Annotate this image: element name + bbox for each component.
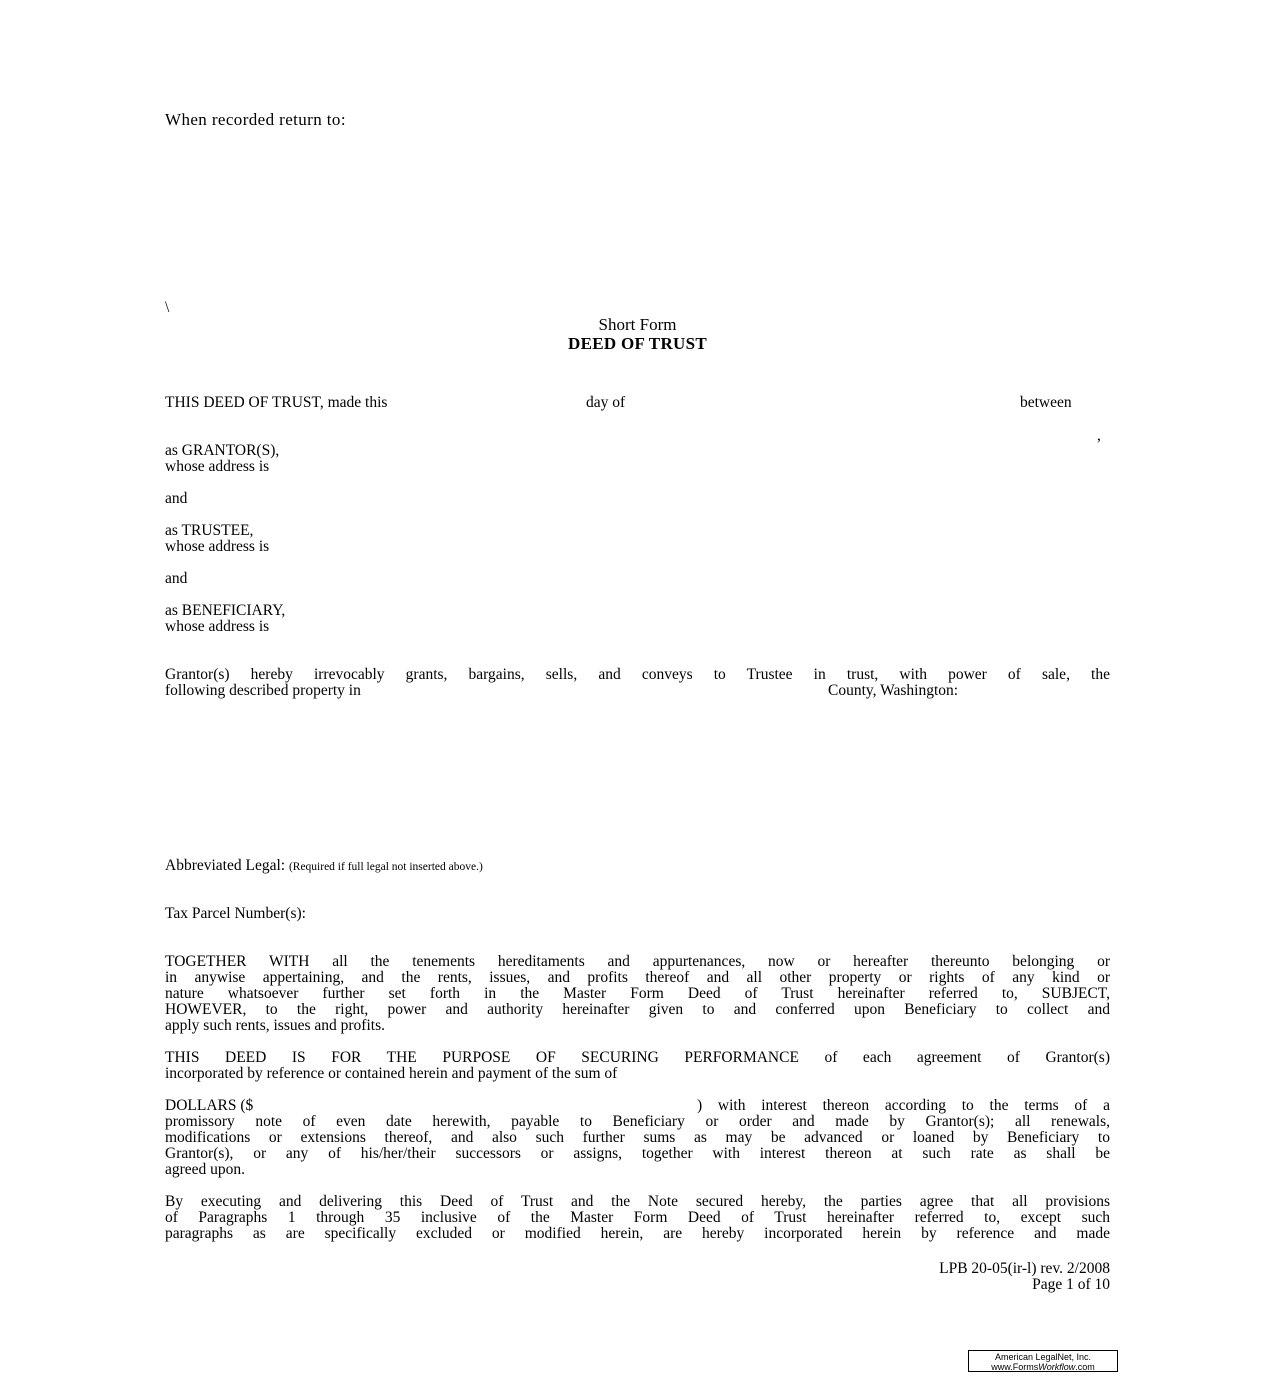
dollars-line-2: modifications or extensions thereof, and also such further sums as may be advanced or loaned by Beneficiary to <box>165 1129 1110 1146</box>
title-short-form: Short Form <box>598 315 677 334</box>
executing-line-1: By executing and delivering this Deed of Trust and the Note secured hereby, the parties agree that all provisions <box>165 1193 1110 1210</box>
grantor-address-label: whose address is <box>165 458 270 475</box>
purpose-line-1: THIS DEED IS FOR THE PURPOSE OF SECURING PERFORMANCE of each agreement of Grantor(s) <box>165 1049 1110 1066</box>
badge-line-2 <box>969 1362 1117 1372</box>
dollars-line-4: agreed upon. <box>165 1161 246 1178</box>
abbreviated-legal-label: Abbreviated Legal: <box>165 857 286 874</box>
trustee-address-label: whose address is <box>165 538 270 555</box>
and-text-2: and <box>165 570 188 587</box>
abbreviated-legal <box>165 857 483 875</box>
together-line-2: in anywise appertaining, and the rents, issues, and profits thereof and all other property or rights of any kind or <box>165 969 1110 986</box>
form-number: LPB 20-05(ir-l) rev. 2/2008 <box>939 1260 1110 1277</box>
beneficiary-label: as BENEFICIARY, <box>165 602 286 619</box>
badge-www: www.Forms <box>991 1362 1039 1372</box>
beneficiary-address-label: whose address is <box>165 618 270 635</box>
between-text: between <box>1020 394 1072 411</box>
together-line-3: nature whatsoever further set forth in the Master Form Deed of Trust hereinafter referred to, SUBJECT, <box>165 985 1110 1002</box>
conveyance-line-1: Grantor(s) hereby irrevocably grants, bargains, sells, and conveys to Trustee in trust, with power of sale, the <box>165 666 1110 683</box>
comma-mark: , <box>1097 427 1101 444</box>
grantor-label: as GRANTOR(S), <box>165 442 280 459</box>
conveyance-line-2-end: County, Washington: <box>828 682 959 699</box>
title-deed-of-trust: DEED OF TRUST <box>568 334 707 353</box>
badge-line-1: American LegalNet, Inc. <box>994 1352 1092 1362</box>
american-legalnet-badge <box>968 1350 1118 1372</box>
return-to-label: When recorded return to: <box>165 110 346 129</box>
made-this-text: THIS DEED OF TRUST, made this <box>165 394 388 411</box>
conveyance-line-2-start: following described property in <box>165 682 361 699</box>
together-line-1: TOGETHER WITH all the tenements hereditaments and appurtenances, now or hereafter thereunto belonging or <box>165 953 1110 970</box>
abbreviated-legal-note: (Required if full legal not inserted above.) <box>288 861 483 873</box>
backslash-mark: \ <box>165 299 170 316</box>
together-line-4: HOWEVER, to the right, power and authority hereinafter given to and conferred upon Beneficiary to collect and <box>165 1001 1110 1018</box>
trustee-label: as TRUSTEE, <box>165 522 254 539</box>
together-line-5: apply such rents, issues and profits. <box>165 1017 385 1034</box>
day-of-text: day of <box>586 394 626 411</box>
dollars-line-1: promissory note of even date herewith, payable to Beneficiary or order and made by Grantor(s); all renewals, <box>165 1113 1110 1130</box>
executing-line-3: paragraphs as are specifically excluded or modified herein, are hereby incorporated herein by reference and made <box>165 1225 1110 1242</box>
executing-line-2: of Paragraphs 1 through 35 inclusive of the Master Form Deed of Trust hereinafter referred to, except such <box>165 1209 1110 1226</box>
dollars-start: DOLLARS ($ <box>165 1097 254 1114</box>
page-number: Page 1 of 10 <box>1032 1276 1110 1293</box>
badge-com: .com <box>1075 1362 1095 1372</box>
purpose-line-2: incorporated by reference or contained herein and payment of the sum of <box>165 1065 618 1082</box>
and-text-1: and <box>165 490 188 507</box>
dollars-end: ) with interest thereon according to the terms of a <box>697 1097 1110 1114</box>
badge-workflow: Workflow <box>1038 1362 1076 1372</box>
tax-parcel-label: Tax Parcel Number(s): <box>165 905 306 922</box>
dollars-line-3: Grantor(s), or any of his/her/their successors or assigns, together with interest thereon at such rate as shall be <box>165 1145 1110 1162</box>
